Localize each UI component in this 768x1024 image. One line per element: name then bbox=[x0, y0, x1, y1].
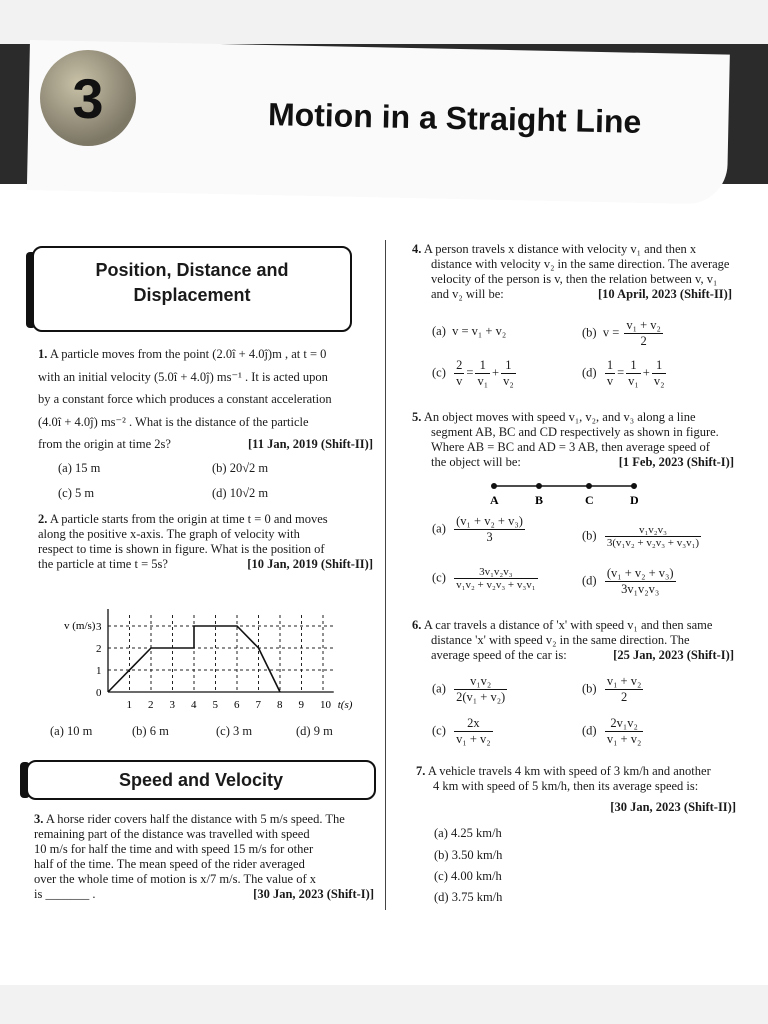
denominator: v₁ bbox=[628, 374, 639, 388]
x-tick-label: 2 bbox=[148, 699, 154, 711]
option-label: (d) bbox=[582, 723, 597, 738]
option-label: (c) bbox=[432, 570, 446, 585]
fraction bbox=[605, 358, 615, 389]
option-label: (c) bbox=[432, 365, 446, 380]
section-heading-text: Speed and Velocity bbox=[118, 770, 284, 790]
question-number: 2. bbox=[38, 512, 48, 526]
x-tick-label: 5 bbox=[212, 699, 218, 711]
denominator: 2 bbox=[620, 690, 628, 704]
denominator: v₂ bbox=[503, 374, 514, 388]
x-tick-label: 10 bbox=[320, 699, 331, 711]
fraction bbox=[454, 514, 525, 545]
option-a bbox=[432, 324, 506, 339]
question-text: distance with velocity v₂ in the same direction. The average bbox=[431, 257, 730, 271]
question-text: A particle starts from the origin at time t = 0 and moves bbox=[49, 512, 328, 526]
option-d: (d) 9 m bbox=[296, 724, 333, 738]
section-heading-line1: Position, Distance and bbox=[95, 260, 289, 280]
denominator: v₁v₂ + v₂v₃ + v₃v₁ bbox=[456, 579, 536, 591]
section-heading-line2: Displacement bbox=[133, 285, 251, 305]
question-4 bbox=[412, 242, 732, 302]
line-segment-figure bbox=[480, 478, 650, 508]
option-label: (b) bbox=[582, 681, 597, 696]
numerator: 1 bbox=[501, 358, 516, 374]
fraction bbox=[605, 566, 676, 597]
section-heading-speed bbox=[26, 760, 376, 800]
question-5 bbox=[412, 410, 734, 470]
question-7 bbox=[416, 764, 736, 815]
question-2 bbox=[38, 512, 373, 572]
y-tick-label: 2 bbox=[96, 643, 102, 655]
x-tick-label: 7 bbox=[255, 699, 261, 711]
question-text: remaining part of the distance was travelled with speed bbox=[34, 827, 310, 841]
denominator: v₁ + v₂ bbox=[606, 732, 642, 746]
numerator: 1 bbox=[606, 358, 614, 372]
denominator: v₂ bbox=[653, 374, 665, 388]
x-tick-label: 4 bbox=[191, 699, 197, 711]
option-text: v = bbox=[602, 325, 620, 340]
question-text: the object will be: bbox=[431, 455, 521, 469]
y-tick-label: 1 bbox=[96, 665, 102, 677]
numerator: v₁ + v₂ bbox=[626, 318, 661, 332]
fraction bbox=[454, 716, 493, 747]
option-label: (a) bbox=[432, 521, 446, 536]
fraction bbox=[501, 358, 516, 389]
y-tick-label: 3 bbox=[96, 621, 102, 633]
denominator: v₁ bbox=[477, 374, 489, 388]
numerator: 2 bbox=[456, 358, 463, 372]
question-text: over the whole time of motion is x/7 m/s. The value of x bbox=[34, 872, 317, 886]
question-text: from the origin at time 2s? bbox=[38, 437, 171, 451]
fraction bbox=[624, 318, 663, 349]
option-b: (b) 6 m bbox=[132, 724, 169, 738]
option-a: (a) 4.25 km/h bbox=[434, 826, 502, 840]
point-label: B bbox=[535, 493, 544, 507]
option-c bbox=[432, 566, 540, 591]
numerator: v₁v₂v₃ bbox=[605, 524, 701, 537]
option-b: (b) 3.50 km/h bbox=[434, 848, 503, 862]
question-number: 1. bbox=[38, 347, 48, 361]
graph-ticks bbox=[96, 621, 332, 711]
point-marker bbox=[631, 483, 637, 489]
option-a: (a) 15 m bbox=[58, 461, 101, 475]
x-axis-label: t(s) bbox=[337, 699, 353, 711]
fraction bbox=[454, 358, 464, 389]
question-text: (4.0î + 4.0ĵ) ms⁻² . What is the distance of the particle bbox=[38, 414, 309, 429]
question-text: and v₂ will be: bbox=[431, 287, 504, 301]
question-text: velocity of the person is v, then the relation between v, v₁ bbox=[431, 272, 718, 286]
exam-source: [30 Jan, 2023 (Shift-I)] bbox=[253, 887, 374, 901]
graph-axes bbox=[64, 609, 353, 711]
option-c bbox=[432, 716, 495, 747]
option-c: (c) 4.00 km/h bbox=[434, 869, 502, 883]
question-text: A car travels a distance of 'x' with speed v₁ and then same bbox=[423, 618, 713, 632]
page-top-band bbox=[0, 0, 768, 44]
denominator: 2 bbox=[640, 334, 647, 348]
denominator: v bbox=[456, 374, 463, 388]
question-6 bbox=[412, 618, 734, 663]
option-label: (d) bbox=[582, 573, 597, 588]
page-bottom-band bbox=[0, 985, 768, 1024]
section-heading-position bbox=[32, 246, 352, 332]
denominator: v bbox=[606, 374, 614, 388]
option-b: (b) 20√2 m bbox=[212, 461, 269, 475]
option-d bbox=[582, 566, 678, 597]
question-text: A vehicle travels 4 km with speed of 3 km/h and another bbox=[427, 764, 711, 778]
x-tick-label: 1 bbox=[126, 699, 132, 711]
question-number: 4. bbox=[412, 242, 422, 256]
option-d: (d) $\frac{1}{v}$ = $\frac{1}{\text{v₁}}$ + $\frac{1}{\text{v₂}}$ bbox=[582, 358, 665, 388]
question-text: distance 'x' with speed v₂ in the same direction. The bbox=[431, 633, 690, 647]
point-marker bbox=[491, 483, 497, 489]
option-label: (b) bbox=[582, 325, 597, 340]
point-label: A bbox=[490, 493, 499, 507]
option-c: (c) $\frac{2}{v}$ = $\frac{1}{\text{v₁}}$ + $\frac{1}{\text{v₂}}$ bbox=[432, 358, 514, 388]
option-a bbox=[432, 674, 509, 705]
question-number: 6. bbox=[412, 618, 422, 632]
question-number: 3. bbox=[34, 812, 44, 826]
fraction bbox=[454, 566, 537, 591]
question-text: is _______ . bbox=[34, 887, 96, 901]
denominator: 3 bbox=[486, 530, 493, 544]
fraction bbox=[454, 674, 507, 705]
exam-source: [30 Jan, 2023 (Shift-II)] bbox=[610, 800, 736, 814]
velocity-time-graph bbox=[60, 580, 360, 715]
y-tick-label: 0 bbox=[96, 687, 102, 699]
numerator: 1 bbox=[652, 358, 667, 374]
point-label: C bbox=[585, 493, 594, 507]
option-label: (c) bbox=[432, 723, 446, 738]
option-c: (c) 3 m bbox=[216, 724, 253, 738]
question-text: Where AB = BC and AD = 3 AB, then average speed of bbox=[431, 440, 710, 454]
x-tick-label: 3 bbox=[169, 699, 175, 711]
option-d bbox=[582, 716, 645, 747]
question-text: with an initial velocity (5.0î + 4.0ĵ) ms⁻¹ . It is acted upon bbox=[38, 369, 328, 384]
y-axis-label: v (m/s) bbox=[64, 620, 96, 632]
exam-source: [10 April, 2023 (Shift-II)] bbox=[597, 287, 732, 301]
question-number: 5. bbox=[412, 410, 422, 424]
exam-source: [1 Feb, 2023 (Shift-I)] bbox=[618, 455, 734, 469]
denominator: v₁ + v₂ bbox=[456, 732, 491, 746]
option-label: (a) bbox=[432, 324, 446, 338]
numerator: 1 bbox=[626, 358, 641, 374]
chapter-number: 3 bbox=[72, 66, 104, 130]
option-text: v = v₁ + v₂ bbox=[452, 324, 507, 338]
point-marker bbox=[536, 483, 542, 489]
question-text: A person travels x distance with velocity v₁ and then x bbox=[423, 242, 697, 256]
numerator: 1 bbox=[475, 358, 490, 374]
x-tick-label: 9 bbox=[298, 699, 304, 711]
option-label: (a) bbox=[432, 681, 446, 696]
column-divider bbox=[385, 240, 386, 910]
question-text: segment AB, BC and CD respectively as shown in figure. bbox=[431, 425, 719, 439]
question-text: 10 m/s for half the time and with speed 15 m/s for other bbox=[34, 842, 314, 856]
question-text: 4 km with speed of 5 km/h, then its average speed is: bbox=[433, 779, 699, 793]
denominator: 3(v₁v₂ + v₂v₃ + v₃v₁) bbox=[606, 537, 700, 549]
question-text: A particle moves from the point (2.0î + 4.0ĵ)m , at t = 0 bbox=[49, 347, 327, 361]
fraction bbox=[605, 674, 644, 705]
denominator: 2(v₁ + v₂) bbox=[456, 690, 506, 704]
option-b bbox=[582, 674, 645, 705]
option-b bbox=[582, 524, 703, 549]
denominator: 3v₁v₂v₃ bbox=[621, 582, 660, 596]
chapter-number-badge bbox=[40, 50, 136, 146]
question-text: half of the time. The mean speed of the rider averaged bbox=[34, 857, 305, 871]
question-text: A horse rider covers half the distance with 5 m/s speed. The bbox=[45, 812, 345, 826]
question-text: along the positive x-axis. The graph of velocity with bbox=[38, 527, 300, 541]
option-d: (d) 10√2 m bbox=[212, 486, 269, 500]
option-a: (a) 10 m bbox=[50, 724, 93, 738]
option-label: (b) bbox=[582, 528, 597, 543]
question-text: by a constant force which produces a constant acceleration bbox=[38, 392, 332, 406]
question-text: An object moves with speed v₁, v₂, and v₃ along a line bbox=[423, 410, 696, 424]
question-number: 7. bbox=[416, 764, 426, 778]
option-label: (d) bbox=[582, 365, 597, 380]
fraction bbox=[475, 358, 490, 389]
option-d: (d) 3.75 km/h bbox=[434, 890, 503, 904]
numerator: 3v₁v₂v₃ bbox=[454, 566, 537, 579]
exam-source: [10 Jan, 2019 (Shift-II)] bbox=[247, 557, 373, 571]
numerator: v₁ + v₂ bbox=[606, 674, 642, 688]
chapter-title: Motion in a Straight Line bbox=[267, 96, 642, 140]
fraction bbox=[605, 524, 701, 549]
question-text: average speed of the car is: bbox=[431, 648, 567, 662]
fraction bbox=[605, 716, 644, 747]
numerator: 2v₁v₂ bbox=[605, 716, 644, 732]
question-text: the particle at time t = 5s? bbox=[38, 557, 168, 571]
numerator: 2x bbox=[454, 716, 493, 732]
fraction bbox=[652, 358, 667, 389]
option-c: (c) 5 m bbox=[58, 486, 95, 500]
numerator: v₁v₂ bbox=[454, 674, 507, 690]
question-1 bbox=[38, 343, 373, 456]
fraction bbox=[626, 358, 641, 389]
x-tick-label: 6 bbox=[234, 699, 240, 711]
option-a bbox=[432, 514, 527, 545]
exam-source: [11 Jan, 2019 (Shift-II)] bbox=[247, 437, 373, 451]
option-b bbox=[582, 318, 665, 349]
numerator: (v₁ + v₂ + v₃) bbox=[606, 566, 674, 580]
question-3 bbox=[34, 812, 374, 902]
x-tick-label: 8 bbox=[277, 699, 283, 711]
point-label: D bbox=[630, 493, 639, 507]
exam-source: [25 Jan, 2023 (Shift-I)] bbox=[613, 648, 734, 662]
numerator: (v₁ + v₂ + v₃) bbox=[456, 514, 523, 528]
point-marker bbox=[586, 483, 592, 489]
question-text: respect to time is shown in figure. What is the position of bbox=[38, 542, 325, 556]
